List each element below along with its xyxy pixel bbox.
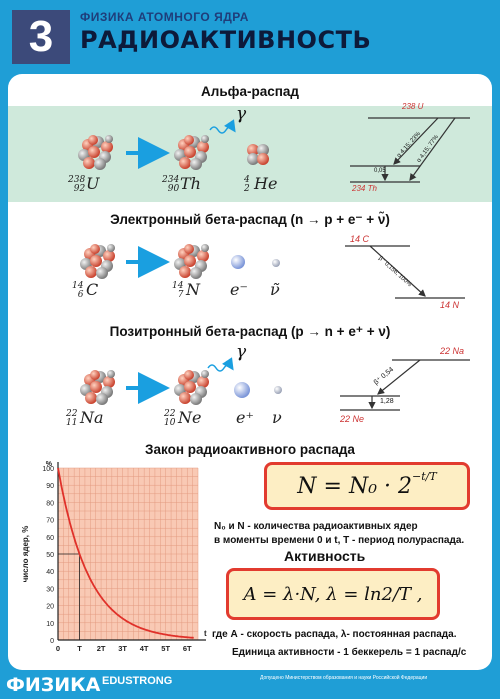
x-tick-label: 2T [96, 644, 106, 653]
law-desc-1: N₀ и N - количества радиоактивных ядер [214, 521, 418, 532]
y-tick-label: 40 [46, 569, 54, 577]
decay-law-formula: N = N₀ · 2 $^{-t/T}$ [264, 462, 470, 510]
gamma-label: γ [236, 342, 247, 362]
y-tick-label: 10 [46, 620, 54, 628]
y-tick-label: 60 [46, 534, 54, 542]
alpha-diagram-top: 238 U [402, 102, 424, 111]
nitrogen-nucleus [174, 244, 209, 279]
positron-transition: β⁺ 0,54 [372, 366, 396, 387]
beta-diagram-top: 14 C [350, 234, 370, 244]
y-tick-label: 0 [50, 638, 54, 645]
x-unit-label: t [204, 629, 207, 638]
activity-title: Активность [284, 548, 366, 564]
activity-formula: A = λ·N, λ = ln2/T , [226, 568, 440, 620]
neon-nucleus [174, 370, 209, 405]
alpha-transition-1: α 4,15; 23% [396, 131, 423, 159]
gamma-label: γ [236, 104, 247, 124]
thorium-nucleus [174, 135, 209, 170]
alpha-gap: 0,05 [374, 168, 386, 174]
y-tick-label: 100 [42, 466, 54, 473]
x-tick-label: T [77, 644, 82, 653]
alpha-diagram-bottom: 234 Th [352, 184, 377, 193]
positron-gap: 1,28 [380, 398, 394, 405]
y-tick-label: 50 [46, 552, 54, 559]
positron-energy-diagram [340, 360, 470, 410]
antineutrino-icon [272, 259, 280, 267]
x-tick-label: 0 [55, 644, 61, 653]
page-title: РАДИОАКТИВНОСТЬ [80, 26, 372, 54]
y-tick-label: 90 [46, 483, 54, 491]
footer-brand: ФИЗИКА [6, 674, 101, 696]
unit-desc: Единица активности - 1 беккерель = 1 распад/с [232, 647, 467, 658]
electron-icon [231, 255, 245, 269]
uranium-nucleus [78, 135, 113, 170]
positron-icon [234, 382, 250, 398]
y-tick-label: 20 [46, 603, 54, 611]
beta-diagram-bottom: 14 N [440, 300, 460, 310]
x-tick-label: 3T [118, 644, 127, 653]
alpha-transition-2: α 4,15; 77% [416, 134, 440, 164]
footer-note: Допущено Министерством образования и науки Российской Федерации [260, 675, 428, 681]
law-desc-2: в моменты времени 0 и t, T - период полураспада. [214, 535, 465, 546]
helium-nucleus [247, 144, 269, 165]
y-axis-title: число ядер, % [21, 525, 30, 583]
positron-label: e⁺ [236, 408, 254, 427]
positron-diagram-top: 22 Na [440, 346, 465, 356]
x-tick-label: 5T [161, 644, 171, 653]
section-number: 3 [12, 10, 70, 64]
sodium-nucleus [80, 370, 115, 405]
y-unit-label: % [45, 461, 52, 468]
y-tick-label: 30 [46, 586, 54, 594]
positron-diagram-bottom: 22 Ne [340, 414, 365, 424]
beta-energy-diagram [345, 246, 465, 298]
page-subtitle: ФИЗИКА АТОМНОГО ЯДРА [80, 10, 249, 24]
carbon-nucleus [80, 244, 115, 279]
decay-chart [20, 456, 210, 668]
x-tick-label: 6T [182, 644, 192, 653]
antineutrino-label: ν̃ [270, 280, 280, 299]
x-tick-label: 4T [139, 644, 149, 653]
gamma-wave-icon [208, 365, 232, 371]
beta-title: Электронный бета-распад (n → p + e⁻ + ν̃) [110, 212, 390, 227]
footer-edustrong: EDUSTRONG [102, 675, 173, 687]
neutrino-label: ν [272, 408, 282, 427]
gamma-wave-icon [210, 127, 234, 133]
positron-title: Позитронный бета-распад (p → n + e⁺ + ν) [109, 324, 391, 339]
neutrino-icon [274, 386, 282, 394]
y-tick-label: 80 [46, 500, 54, 508]
y-tick-label: 70 [46, 517, 54, 525]
electron-label: e⁻ [230, 280, 248, 299]
beta-transition: β⁻ 0,156; 100% [377, 255, 413, 289]
law-title: Закон радиоактивного распада [145, 442, 355, 457]
alpha-title: Альфа-распад [201, 84, 299, 99]
alpha-energy-diagram [350, 118, 470, 182]
activity-desc: где А - скорость распада, λ- постоянная распада. [212, 629, 457, 640]
